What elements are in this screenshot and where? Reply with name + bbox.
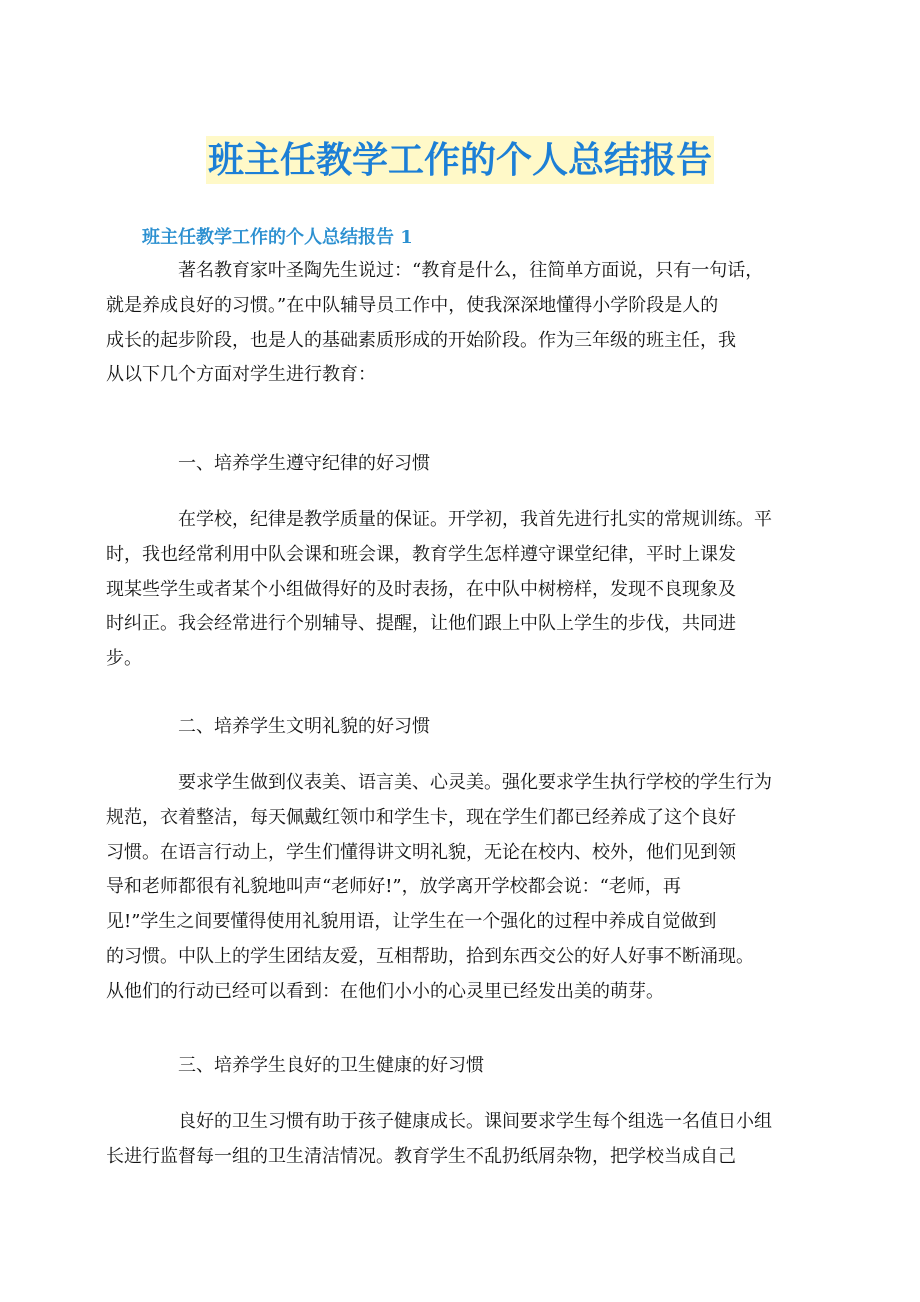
- paragraph-line: 见!”学生之间要懂得使用礼貌用语，让学生在一个强化的过程中养成自觉做到: [106, 911, 717, 933]
- paragraph-line: 著名教育家叶圣陶先生说过：“教育是什么，往简单方面说，只有一句话，: [178, 260, 764, 281]
- paragraph-line: 的习惯。中队上的学生团结友爱，互相帮助，拾到东西交公的好人好事不断涌现。: [106, 945, 754, 967]
- section-title: 班主任教学工作的个人总结报告 1: [142, 227, 413, 248]
- paragraph-line: 规范，衣着整洁，每天佩戴红领巾和学生卡，现在学生们都已经养成了这个良好: [106, 806, 736, 828]
- paragraph-line: 从他们的行动已经可以看到：在他们小小的心灵里已经发出美的萌芽。: [106, 980, 664, 1002]
- paragraph-line: 成长的起步阶段，也是人的基础素质形成的开始阶段。作为三年级的班主任，我: [106, 329, 736, 351]
- paragraph-line: 习惯。在语言行动上，学生们懂得讲文明礼貌，无论在校内、校外，他们见到领: [106, 841, 736, 863]
- heading-discipline: 一、培养学生遵守纪律的好习惯: [178, 453, 430, 474]
- paragraph-line: 良好的卫生习惯有助于孩子健康成长。课间要求学生每个组选一名值日小组: [178, 1111, 772, 1132]
- paragraph-line: 时纠正。我会经常进行个别辅导、提醒，让他们跟上中队上学生的步伐，共同进: [106, 613, 736, 635]
- heading-hygiene: 三、培养学生良好的卫生健康的好习惯: [178, 1055, 484, 1076]
- paragraph-line: 导和老师都很有礼貌地叫声“老师好!”，放学离开学校都会说：“老师，再: [106, 876, 681, 898]
- paragraph-line: 时，我也经常利用中队会课和班会课，教育学生怎样遵守课堂纪律，平时上课发: [106, 543, 736, 565]
- intro-paragraph: [106, 254, 782, 393]
- paragraph-line: 长进行监督每一组的卫生清洁情况。教育学生不乱扔纸屑杂物，把学校当成自己: [106, 1145, 736, 1167]
- document-title: 班主任教学工作的个人总结报告: [206, 136, 714, 184]
- paragraph-line: 在学校，纪律是教学质量的保证。开学初，我首先进行扎实的常规训练。平: [178, 509, 772, 530]
- paragraph-line: 现某些学生或者某个小组做得好的及时表扬，在中队中树榜样，发现不良现象及: [106, 578, 736, 600]
- paragraph-line: 就是养成良好的习惯。”在中队辅导员工作中，使我深深地懂得小学阶段是人的: [106, 294, 719, 316]
- paragraph-line: 从以下几个方面对学生进行教育：: [106, 364, 376, 386]
- paragraph-discipline: [106, 503, 782, 677]
- paragraph-line: 要求学生做到仪表美、语言美、心灵美。强化要求学生执行学校的学生行为: [178, 772, 772, 793]
- title-container: [0, 136, 920, 184]
- paragraph-line: 步。: [106, 648, 142, 670]
- heading-courtesy: 二、培养学生文明礼貌的好习惯: [178, 716, 430, 737]
- paragraph-courtesy: [106, 766, 782, 1010]
- paragraph-hygiene: [106, 1105, 782, 1175]
